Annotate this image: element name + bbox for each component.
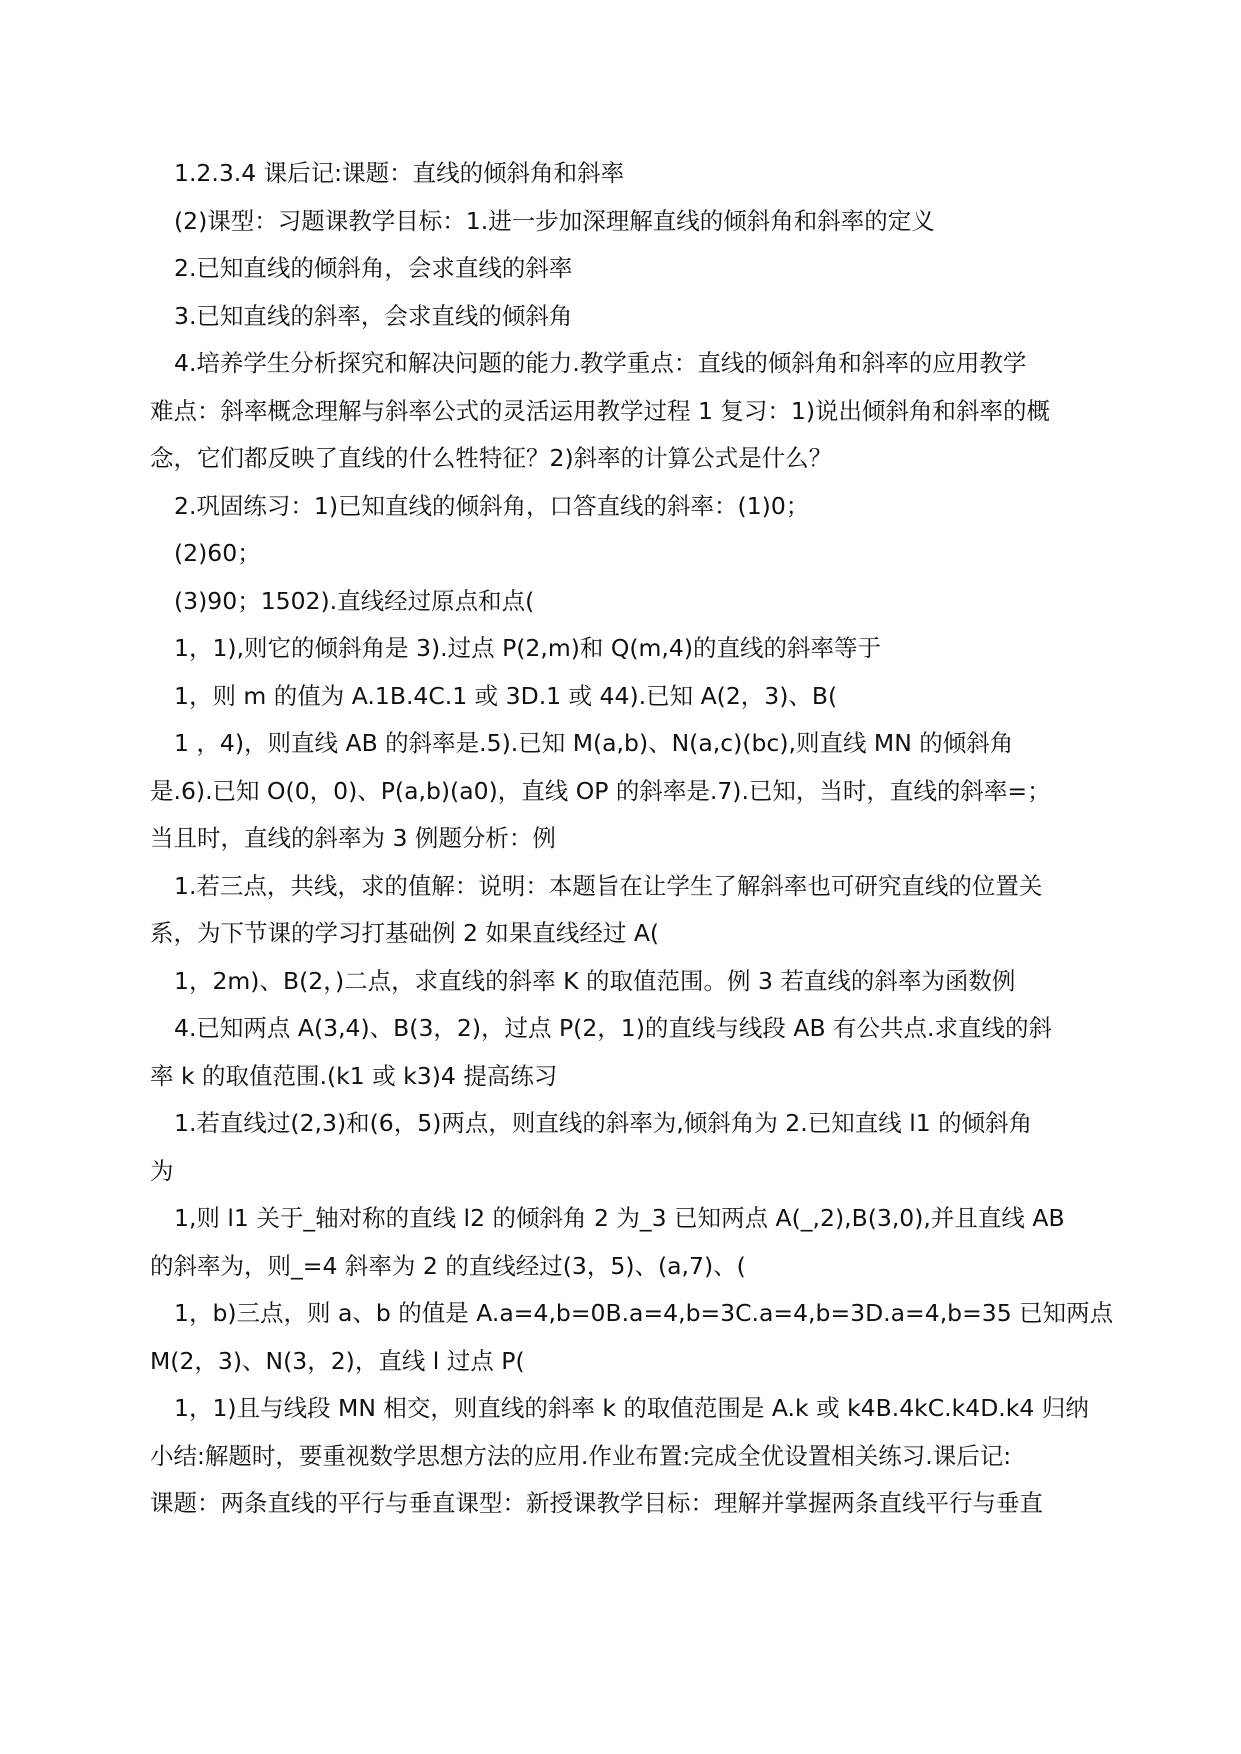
text-line: 为 [150,1156,174,1185]
text-line: 3.已知直线的斜率，会求直线的倾斜角 [174,301,573,330]
text-line: 2.巩固练习：1)已知直线的倾斜角，口答直线的斜率：(1)0； [174,491,810,520]
text-line: 4.培养学生分析探究和解决问题的能力.教学重点：直线的倾斜角和斜率的应用教学 [174,349,1027,377]
text-line: 1，2m)、B(2，)二点，求直线的斜率 K 的取值范围。例 3 若直线的斜率为函数例 [174,966,1016,995]
text-line: 1，则 m 的值为 A.1B.4C.1 或 3D.1 或 44).已知 A(2，3)、B( [174,681,838,710]
text-line: 4.已知两点 A(3,4)、B(3，2)，过点 P(2，1)的直线与线段 AB 有公共点.求直线的斜 [174,1014,1053,1042]
text-line: 念，它们都反映了直线的什么牲特征？2)斜率的计算公式是什么？ [150,444,833,472]
text-line: 1.若三点，共线，求的值解：说明：本题旨在让学生了解斜率也可研究直线的位置关 [174,871,1043,900]
text-line: (2)课型：习题课教学目标：1.进一步加深理解直线的倾斜角和斜率的定义 [174,206,935,235]
text-line: (2)60； [174,539,261,567]
text-line: 是.6).已知 O(0，0)、P(a,b)(a0)，直线 OP 的斜率是.7).已知，当时，直线的斜率=； [150,776,1051,805]
text-line: 课题：两条直线的平行与垂直课型：新授课教学目标：理解并掌握两条直线平行与垂直 [150,1489,1043,1517]
text-line: 当且时，直线的斜率为 3 例题分析：例 [150,824,556,852]
text-line: 1，1)且与线段 MN 相交，则直线的斜率 k 的取值范围是 A.k 或 k4B.4kC.k4D.k4 归纳 [174,1394,1089,1422]
text-line: 率 k 的取值范围.(k1 或 k3)4 提高练习 [150,1061,558,1090]
text-line: 1.2.3.4 课后记:课题：直线的倾斜角和斜率 [174,159,625,187]
text-line: 1,则 l1 关于_轴对称的直线 l2 的倾斜角 2 为_3 已知两点 A(_,2),B(3,0),并且直线 AB [174,1204,1065,1232]
text-line: 难点：斜率概念理解与斜率公式的灵活运用教学过程 1 复习：1)说出倾斜角和斜率的概 [150,396,1051,425]
text-line: 1.若直线过(2,3)和(6，5)两点，则直线的斜率为,倾斜角为 2.已知直线 l1 的倾斜角 [174,1109,1033,1137]
text-line: (3)90；1502).直线经过原点和点( [174,586,535,615]
text-line: 1，1),则它的倾斜角是 3).过点 P(2,m)和 Q(m,4)的直线的斜率等于 [174,634,882,662]
document-page [150,150,1114,1528]
text-line: 小结:解题时，要重视数学思想方法的应用.作业布置:完成全优设置相关练习.课后记: [150,1441,1012,1470]
text-line: M(2，3)、N(3，2)，直线 l 过点 P( [150,1346,525,1375]
text-line: 1 ，4)，则直线 AB 的斜率是.5).已知 M(a,b)、N(a,c)(bc),则直线 MN 的倾斜角 [174,729,1014,757]
text-line: 2.已知直线的倾斜角，会求直线的斜率 [174,254,573,282]
text-line: 的斜率为，则_=4 斜率为 2 的直线经过(3，5)、(a,7)、( [150,1251,746,1280]
text-line: 1，b)三点，则 a、b 的值是 A.a=4,b=0B.a=4,b=3C.a=4,b=3D.a=4,b=35 已知两点 [174,1299,1114,1327]
text-line: 系，为下节课的学习打基础例 2 如果直线经过 A( [150,919,660,947]
